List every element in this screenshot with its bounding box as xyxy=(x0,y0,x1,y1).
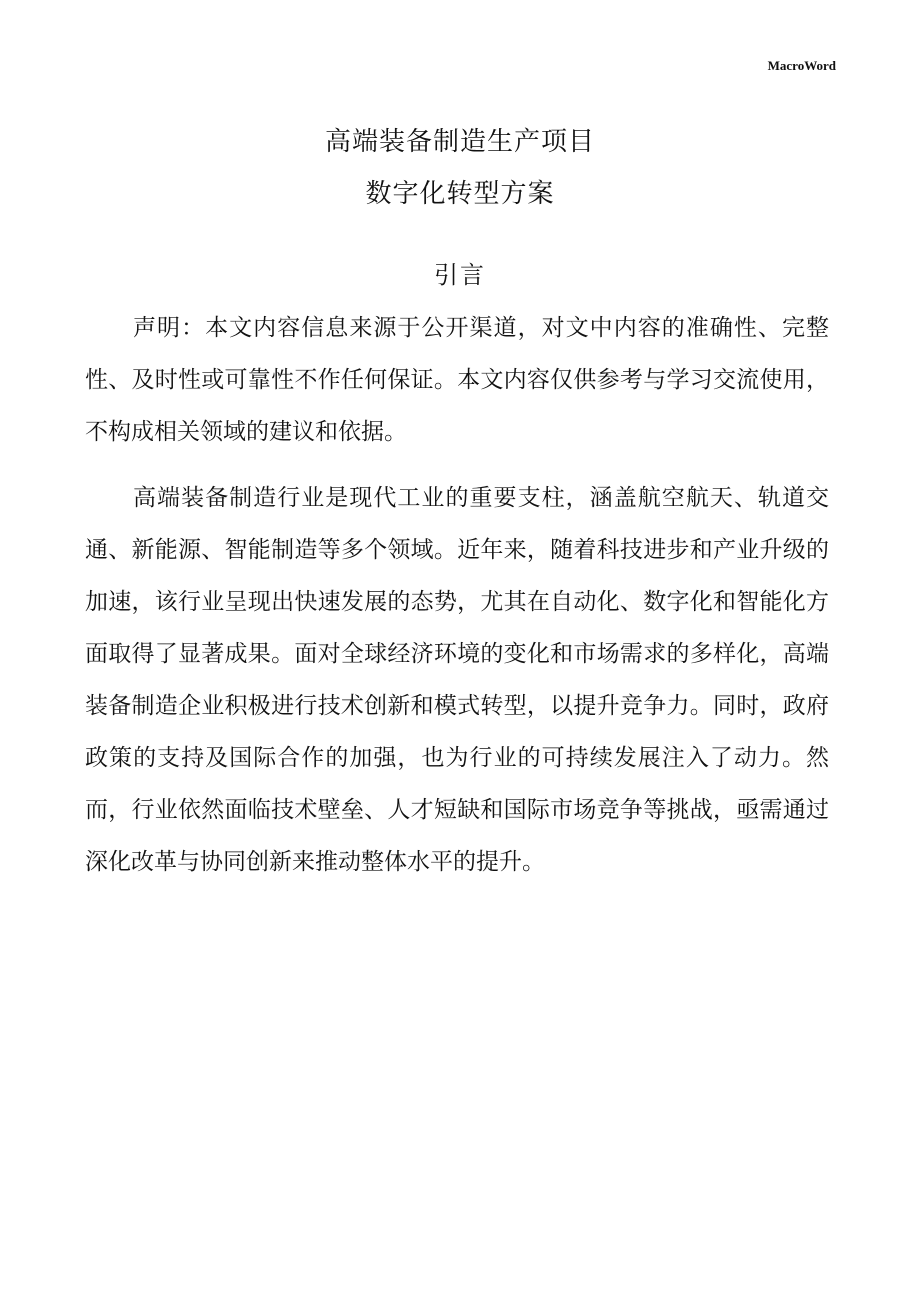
disclaimer-paragraph: 声明：本文内容信息来源于公开渠道，对文中内容的准确性、完整性、及时性或可靠性不作任何保证。本文内容仅供参考与学习交流使用，不构成相关领域的建议和依据。 xyxy=(85,315,829,445)
section-heading: 引言 xyxy=(434,261,486,289)
document-title-line-2: 数字化转型方案 xyxy=(365,179,555,209)
header-brand: MacroWord xyxy=(767,58,836,73)
document-title-line-1: 高端装备制造生产项目 xyxy=(324,127,595,157)
intro-paragraph: 高端装备制造行业是现代工业的重要支柱，涵盖航空航天、轨道交通、新能源、智能制造等多个领域。近年来，随着科技进步和产业升级的加速，该行业呈现出快速发展的态势，尤其在自动化、数字化和智能化方面取得了显著成果。面对全球经济环境的变化和市场需求的多样化，高端装备制造企业积极进行技术创新和模式转型，以提升竞争力。同时，政府政策的支持及国际合作的加强，也为行业的可持续发展注入了动力。然而，行业依然面临技术壁垒、人才短缺和国际市场竞争等挑战，亟需通过深化改革与协同创新来推动整体水平的提升。 xyxy=(85,485,829,875)
